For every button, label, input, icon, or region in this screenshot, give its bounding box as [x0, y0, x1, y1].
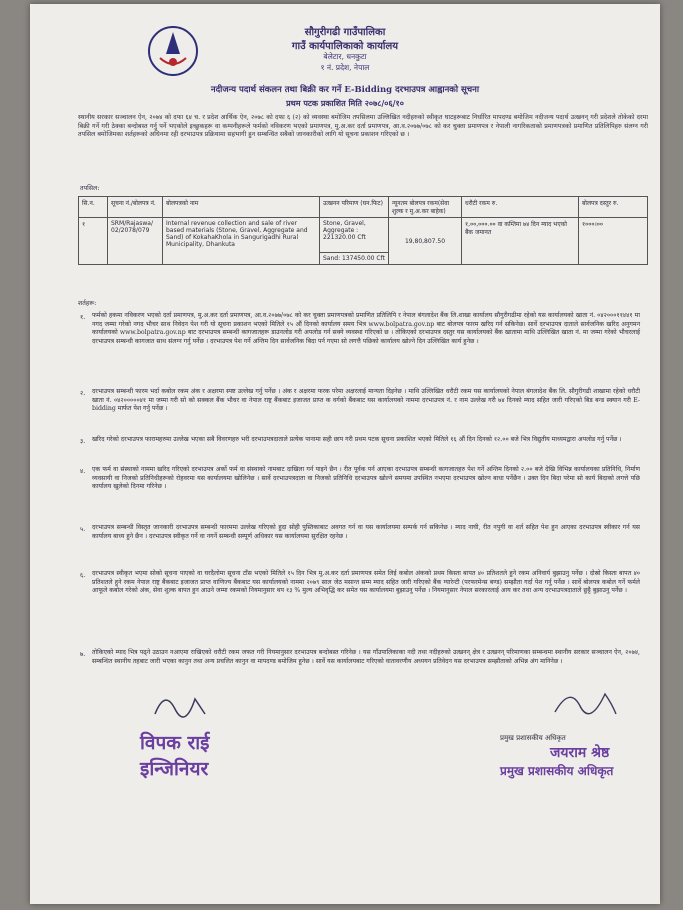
notice-document [30, 4, 660, 904]
signature-right [500, 734, 613, 779]
condition-text: दरभाउपत्र सम्बन्धी फारम भर्दा कबोल रकम अंक र अक्षरमा स्पष्ट उल्लेख गर्नु पर्नेछ । अंक र अक्षरमा फरक परेमा अक्षरलाई मान्यता दिइनेछ । माथि उल्लिखित धरौटी रकम यस कार्यालयको नेपाल बंगलादेश बैंक लि. सौगुरीगढी शाखामा रहेको धरौटी खाता नं. ०४२०००००४१ मा जम्मा गरी सो को सक्कल बैंक भौचर वा नेपाल राष्ट्र बैंकबाट इजाजत प्राप्त क वर्गको बैंकबाट यस कार्यालयको नाममा दरभाउपत्र नं. र नाम उल्लेख गरी ७४ दिनको म्याद सहित जारी गरिएको बिड बन्ड स्क्यान गरी E-bidding मार्फत पेश गर्नु पर्नेछ । [92, 388, 640, 413]
cell-qty-stone: Stone, Gravel, Aggregate : 221320.00 Cft [320, 218, 389, 253]
condition-text: एक फर्म वा संस्थाको नाममा खरिद गरिएको दरभाउपत्र अर्को फर्म वा संस्थाको नामबाट दाखिला गर्न पाइने छैन । रीत पूर्वक पर्न आएका दरभाउपत्र सम्बन्धी कागजातहरु पेश गर्ने अन्तिम दिनको २.०० बजे देखि विभिन्न कार्यालयका प्रतिनिधि, निर्माण व्यवसायी वा निजको प्रतिनिधीहरूको रोहवरमा यस कार्यालयमा खोलिनेछ । सार्वे दरभाउपत्रदाता वा निजको प्रतिनिधि दरभाउपत्र खोल्ने समयमा उपस्थित नभएमा दरभाउपत्र खोल्न बाधा पर्नेछैन । उक्त दिन बिदा परेमा सो कार्य बिदाको लगत्ते पछि कार्यालय खुलेको दिनमा गरिनेछ । [92, 466, 640, 491]
table-row [79, 218, 648, 253]
province-name: १ नं. प्रदेश, नेपाल [320, 63, 370, 72]
publish-date: प्रथम पटक प्रकाशित मिति २०७८/०६/१० [286, 98, 404, 108]
header-cell: सूचना नं./बोलपत्र नं. [108, 197, 163, 218]
municipality-name: सौगुरीगढी गाउँपालिका [304, 27, 386, 38]
office-address: बेलेटार, धनकुटा [323, 52, 367, 61]
cell-deposit: १,००,०००.०० वा कम्तिमा ७४ दिन म्याद भएको बैंक जमानत [462, 218, 579, 265]
header-cell: धरौटी रकम रु. [462, 197, 579, 218]
notice-title: नदीजन्य पदार्थ संकलन तथा बिक्री कर गर्ने E-Bidding दरभाउपत्र आह्वानको सूचना [210, 85, 480, 95]
header-cell: न्यूनतम बोलपत्र रकम(सेवा शुल्क र मु.अ.कर बाहेक) [389, 197, 462, 218]
header-cell: सि.न. [79, 197, 108, 218]
condition-number: ६. [80, 572, 86, 579]
cell-notice: SRM/Rajaswa/ 02/2078/079 [108, 218, 163, 265]
condition-number: ५. [80, 526, 86, 533]
office-name: गाउँ कार्यपालिकाको कार्यालय [291, 41, 399, 52]
condition-number: ३. [80, 438, 86, 445]
condition-number: १. [80, 314, 86, 321]
signature-left-icon [150, 684, 210, 724]
condition-text: फर्मको हकमा नविकरण भएको दर्ता प्रमाणपत्र, मु.अ.कर दर्ता प्रमाणपत्र, आ.व.२०७७/०७८ को कर चुक्ता प्रमाणपत्रको प्रमाणित प्रतिलिपि र नेपाल बंगलादेश बैंक लि.शाखा कार्यालय सौगुरीगढीमा रहेको यस कार्यालयको खाता नं. ०४२०००११४४१ मा नगद जम्मा गरेको नगद भौचर साथ निवेदन पेश गरी यो सूचना प्रकाशन भएको मितिले १५ औं दिनको कार्यालय समय भित्र www.bolpatra.gov.np बाट बोलपत्र फारम खरिद गर्न सकिनेछ। सार्वे दरभाउपत्र दाताले सार्वजनिक खरिद अनुगमन कार्यालयको www.bolpatra.gov.np बाट दरभाउपत्र सम्बन्धी कागजातहरू डाउनलोड गरी अपलोड गर्न सक्ने व्यवस्था गरिएको छ । तोकिएको दरभाउपत्र दस्तुर यस कार्यालयको बैंक खातामा माथि उल्लिखित खाता नं. मा जम्मा गरेको भौचरलाई दरभाउपत्र सम्बन्धी कागजात साथ संलग्न गर्नु पर्नेछ । दरभाउपत्र पेश गर्ने अन्तिम दिन सार्वजनिक बिदा पर्न गएमा सो लगत्तै पछिको कार्यालय खोल्ने दिन उल्लिखित कार्य हुनेछ । [92, 312, 640, 345]
condition-number: ७. [80, 651, 86, 658]
header-cell: उत्खनन परिमाण (घन.फिट) [320, 197, 389, 218]
header-cell: बोलपत्र दस्तुर रु. [579, 197, 648, 218]
condition-number: २. [80, 390, 86, 397]
officer-label: प्रमुख प्रशासकीय अधिकृत [500, 734, 566, 742]
header-cell: बोलपत्रको नाम [163, 197, 320, 218]
tapasil-label: तपसिल: [80, 185, 100, 192]
condition-number: ४. [80, 468, 86, 475]
bid-table [78, 196, 648, 265]
cell-name: Internal revenue collection and sale of river based materials (Stone, Gravel, Aggregate and Sand) of KokahaKhola in Sangurigadhi Rural Municipality, Dhankuta [163, 218, 320, 265]
signature-right-icon [550, 684, 620, 722]
conditions-label: शर्तहरू: [78, 300, 97, 307]
officer-name: जयराम श्रेष्ठ [550, 745, 610, 761]
cell-qty-sand: Sand: 137450.00 Cft [320, 253, 389, 265]
intro-paragraph: स्थानीय सरकार सञ्चालन ऐन, २०७४ को दफा ६४ च. र प्रदेश आर्थिक ऐन, २०७८ को दफा ६ (२) को व्यवस्था बमोजिम तपसिलमा उल्लिखित नदीहरुको स्वीकृत घाटहरूबाट निर्धारित मापदण्ड बमोजिम नदीजन्य पदार्थ उत्खनन् गरी प्रदेशले तोकेको दरमा बिक्री गर्ने गरी ठेक्का बन्दोबस्त गर्नु पर्ने भएकोले इच्छुकहरू वा कम्पनीहरूले फर्मको नविकरण भएको प्रमाणपत्र, मु.अ.कर दर्ता प्रमाणपत्र, आ.व.२०७७/०७८ को कर चुक्ता प्रमाणपत्र र नेपाली नागरिकताको प्रमाणपत्रको प्रमाणित प्रतिलिपिहरु संलग्न गरी तपसिल बमोजिमका शर्तहरूको अधिनमा रही दरभाउपत्र प्रक्रियामा सहभागी हुन सम्बन्धित सबैको जानकारीको लागि यो सूचना प्रकाशन गरिएको छ । [78, 114, 648, 138]
signature-left [140, 729, 210, 781]
cell-min-amount: 19,80,807.50 [389, 218, 462, 265]
cell-sn: १ [79, 218, 108, 265]
table-header-row [79, 197, 648, 218]
officer-title: प्रमुख प्रशासकीय अधिकृत [500, 764, 614, 778]
cell-fee: १०००।०० [579, 218, 648, 265]
condition-text: दरभाउपत्र सम्बन्धी विस्तृत जानकारी दरभाउपत्र सम्बन्धी फारममा उल्लेख गरिएको हुदा सोही पुस्तिकाबाट अवगत गर्न वा यस कार्यालयमा सम्पर्क गर्न सकिनेछ । म्याद नाघी, रीत नपुगी वा शर्त सहित पेश हुन आएका दरभाउपत्र स्वीकार गर्न यस कार्यालय बाध्य हुने छैन । दरभाउपत्र स्वीकृत गर्ने वा नगर्ने सम्बन्धी सम्पूर्ण अधिकार यस कार्यालयमा सुरक्षित रहनेछ । [92, 524, 640, 540]
condition-text: तोकिएको म्याद भित्र पढ्ने उठाउन नआएमा राखिएको धरौटी रकम जफत गरी नियमानुसार दरभाउपत्र बन्दोबस्त गरिनेछ । यस गाँउपालिकाका नदी तथा नदीहरुको उत्खनन् क्षेत्र र उत्खनन् परिमाणका सम्बन्धमा स्थानीय सरकार सञ्चालन ऐन, २०७४, सम्बन्धित स्थानीय तहबाट जारी भएका कानुन तथा अन्य प्रचलित कानुन वा मापदण्ड बमोजिम हुनेछ । सार्वे यस कार्यालयबाट गरिएको वातावरणीय अध्ययन प्रतिवेदन यस दरभाउपत्र सम्झौताको अभिन्न अंग मानिनेछ । [92, 649, 640, 665]
engineer-title: इन्जिनियर [140, 758, 209, 780]
condition-text: खरिद गरेको दरभाउपत्र फारामहरुमा उल्लेख भएका सबै विवरणहरु भरी दरभाउपत्रदाताले प्रत्येक पानामा सही छाप गरी प्रथम पटक सूचना प्रकाशित भएको मितिले १६ औं दिन दिनको १२.०० बजे भित्र विद्युतीय माध्यमद्वारा अपलोड गर्नु पर्नेछ । [92, 436, 622, 443]
engineer-name: विपक राई [140, 732, 210, 754]
condition-text: दरभाउपत्र स्वीकृत भएमा सोको सूचना पाएको वा घरदैलोमा सूचना टाँस भएको मितिले १५ दिन भित्र मु.अ.कर दर्ता प्रमाणपत्र समेत लिई कबोल अंकको प्रथम किस्ता बापत ४० प्रतिशतले हुने रकम अनिवार्य बुझाउनु पर्नेछ । दोस्रो किस्ता बापत ४० प्रतिशतले हुने रकम नेपाल राष्ट्र बैंकबाट इजाजत प्राप्त वाणिज्य बैंकबाट यस कार्यालयको नाममा २०७९ साल जेठ मसान्त सम्म म्याद सहित जारी गरिएको बैंक ग्यारेन्टी (परफरमेन्स बण्ड) सम्झौता गर्दा पेश गर्नु पर्नेछ । सार्वे बोलपत्र कबोल गर्ने फर्मले आफूले कबोल गरेको अंक, सेवा शुल्क बापत हुन आउने जम्मा रकमको नियमानुसार थप १३ % मुल्य अभिवृद्धि कर समेत यस कार्यालयमा बुझाउनु पर्नेछ । नियमानुसार नेपाल सरकारलाई आय कर तथा अन्य दरभाउपत्रदाताले छुट्टै बुझाउनु पर्नेछ । [92, 570, 640, 595]
